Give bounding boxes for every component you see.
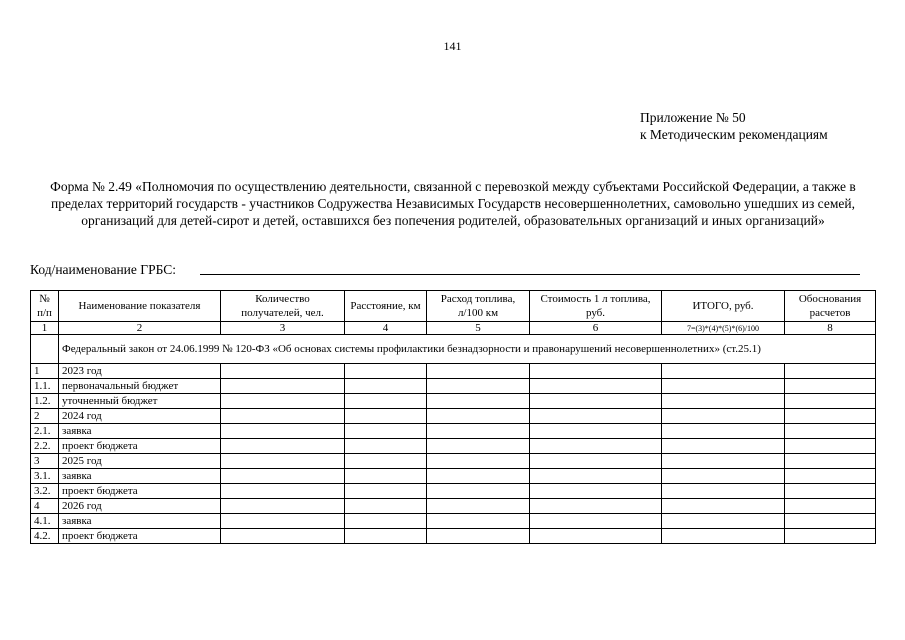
- empty-cell: [427, 394, 530, 409]
- empty-cell: [530, 514, 662, 529]
- header-cell: Стоимость 1 л топлива, руб.: [530, 291, 662, 322]
- empty-cell: [221, 409, 345, 424]
- row-name: уточненный бюджет: [59, 394, 221, 409]
- row-name: проект бюджета: [59, 484, 221, 499]
- form-title: Форма № 2.49 «Полномочия по осуществлению деятельности, связанной с перевозкой между субъектами Российской Федерации, а также в пределах территорий государств - участников Содружества Независимых Государств несовершеннолетних, самовольно ушедших из семей, организаций для детей-сирот и детей, оставшихся без попечения родителей, образовательных организаций и иных организаций»: [50, 179, 856, 228]
- table-row: [31, 514, 876, 529]
- empty-cell: [221, 484, 345, 499]
- row-number: 3.1.: [31, 469, 59, 484]
- empty-cell: [662, 424, 785, 439]
- empty-cell: [530, 379, 662, 394]
- empty-cell: [530, 499, 662, 514]
- empty-cell: [530, 394, 662, 409]
- empty-cell: [427, 469, 530, 484]
- empty-cell: [427, 379, 530, 394]
- report-table: [30, 290, 876, 544]
- empty-cell: [427, 514, 530, 529]
- column-number: 6: [530, 322, 662, 335]
- empty-cell: [662, 409, 785, 424]
- empty-cell: [427, 439, 530, 454]
- empty-cell: [785, 439, 876, 454]
- empty-cell: [662, 364, 785, 379]
- row-number: 2: [31, 409, 59, 424]
- row-name: первоначальный бюджет: [59, 379, 221, 394]
- row-name: заявка: [59, 469, 221, 484]
- column-number: 8: [785, 322, 876, 335]
- column-number: 5: [427, 322, 530, 335]
- empty-cell: [221, 394, 345, 409]
- empty-cell: [221, 514, 345, 529]
- appendix-line-2: к Методическим рекомендациям: [640, 127, 828, 142]
- table-row: [31, 394, 876, 409]
- empty-cell: [221, 499, 345, 514]
- empty-cell: [530, 409, 662, 424]
- header-cell: ИТОГО, руб.: [662, 291, 785, 322]
- empty-cell: [662, 379, 785, 394]
- header-cell: Обоснования расчетов: [785, 291, 876, 322]
- empty-cell: [345, 484, 427, 499]
- row-number: 2.2.: [31, 439, 59, 454]
- row-number: 1.1.: [31, 379, 59, 394]
- row-name: 2024 год: [59, 409, 221, 424]
- law-title: Федеральный закон от 24.06.1999 № 120-ФЗ «Об основах системы профилактики безнадзорности и правонарушений несовершеннолетних» (ст.25.1): [59, 335, 876, 364]
- empty-cell: [530, 364, 662, 379]
- table-row: [31, 529, 876, 544]
- table-row: [31, 499, 876, 514]
- empty-cell: [427, 364, 530, 379]
- row-name: заявка: [59, 514, 221, 529]
- row-number: 3.2.: [31, 484, 59, 499]
- empty-cell: [221, 379, 345, 394]
- row-number: 1.2.: [31, 394, 59, 409]
- empty-cell: [530, 439, 662, 454]
- empty-cell: [662, 394, 785, 409]
- row-name: 2025 год: [59, 454, 221, 469]
- row-name: 2026 год: [59, 499, 221, 514]
- row-number: 4.2.: [31, 529, 59, 544]
- empty-cell: [427, 424, 530, 439]
- header-cell: Наименование показателя: [59, 291, 221, 322]
- empty-cell: [530, 454, 662, 469]
- header-cell: № п/п: [31, 291, 59, 322]
- table-row: [31, 364, 876, 379]
- empty-cell: [662, 514, 785, 529]
- row-number: 1: [31, 364, 59, 379]
- empty-cell: [345, 424, 427, 439]
- empty-cell: [530, 469, 662, 484]
- empty-cell: [785, 379, 876, 394]
- empty-cell: [785, 499, 876, 514]
- table-row: [31, 424, 876, 439]
- empty-cell: [785, 394, 876, 409]
- empty-cell: [662, 454, 785, 469]
- empty-cell: [345, 514, 427, 529]
- law-row: [31, 335, 876, 364]
- table-row: [31, 469, 876, 484]
- empty-cell: [662, 484, 785, 499]
- empty-cell: [345, 379, 427, 394]
- table-row: [31, 409, 876, 424]
- empty-cell: [427, 409, 530, 424]
- empty-cell: [662, 439, 785, 454]
- row-name: проект бюджета: [59, 529, 221, 544]
- empty-cell: [530, 424, 662, 439]
- empty-cell: [785, 529, 876, 544]
- empty-cell: [221, 364, 345, 379]
- empty-cell: [221, 439, 345, 454]
- column-number: 3: [221, 322, 345, 335]
- empty-cell: [221, 454, 345, 469]
- empty-cell: [221, 424, 345, 439]
- empty-cell: [345, 394, 427, 409]
- empty-cell: [785, 424, 876, 439]
- empty-cell: [530, 529, 662, 544]
- page-number: 141: [443, 39, 462, 53]
- header-cell: Расход топлива, л/100 км: [427, 291, 530, 322]
- empty-cell: [785, 454, 876, 469]
- empty-cell: [345, 409, 427, 424]
- empty-cell: [662, 499, 785, 514]
- table-row: [31, 454, 876, 469]
- empty-cell: [345, 529, 427, 544]
- empty-cell: [221, 469, 345, 484]
- row-name: заявка: [59, 424, 221, 439]
- empty-cell: [345, 469, 427, 484]
- row-name: проект бюджета: [59, 439, 221, 454]
- row-number: 3: [31, 454, 59, 469]
- appendix-line-1: Приложение № 50: [640, 110, 746, 125]
- header-cell: Количество получателей, чел.: [221, 291, 345, 322]
- empty-cell: [221, 529, 345, 544]
- header-cell: Расстояние, км: [345, 291, 427, 322]
- empty-cell: [427, 484, 530, 499]
- empty-cell: [785, 514, 876, 529]
- column-number: 7=(3)*(4)*(5)*(6)/100: [662, 322, 785, 335]
- empty-cell: [427, 499, 530, 514]
- row-number: 2.1.: [31, 424, 59, 439]
- column-number: 4: [345, 322, 427, 335]
- empty-cell: [427, 529, 530, 544]
- empty-cell: [785, 364, 876, 379]
- grbs-label: Код/наименование ГРБС:: [30, 262, 176, 277]
- appendix-note: [640, 109, 828, 143]
- header-row: [31, 291, 876, 322]
- empty-cell: [785, 409, 876, 424]
- empty-cell: [345, 454, 427, 469]
- row-number: 4: [31, 499, 59, 514]
- column-number-row: [31, 322, 876, 335]
- empty-cell: [345, 499, 427, 514]
- row-name: 2023 год: [59, 364, 221, 379]
- empty-cell: [662, 469, 785, 484]
- grbs-fill-line: [200, 274, 860, 275]
- empty-cell: [785, 469, 876, 484]
- table-row: [31, 484, 876, 499]
- table-row: [31, 439, 876, 454]
- column-number: 1: [31, 322, 59, 335]
- table-row: [31, 379, 876, 394]
- empty-cell: [427, 454, 530, 469]
- law-row-empty: [31, 335, 59, 364]
- empty-cell: [345, 364, 427, 379]
- empty-cell: [345, 439, 427, 454]
- column-number: 2: [59, 322, 221, 335]
- row-number: 4.1.: [31, 514, 59, 529]
- empty-cell: [662, 529, 785, 544]
- empty-cell: [530, 484, 662, 499]
- empty-cell: [785, 484, 876, 499]
